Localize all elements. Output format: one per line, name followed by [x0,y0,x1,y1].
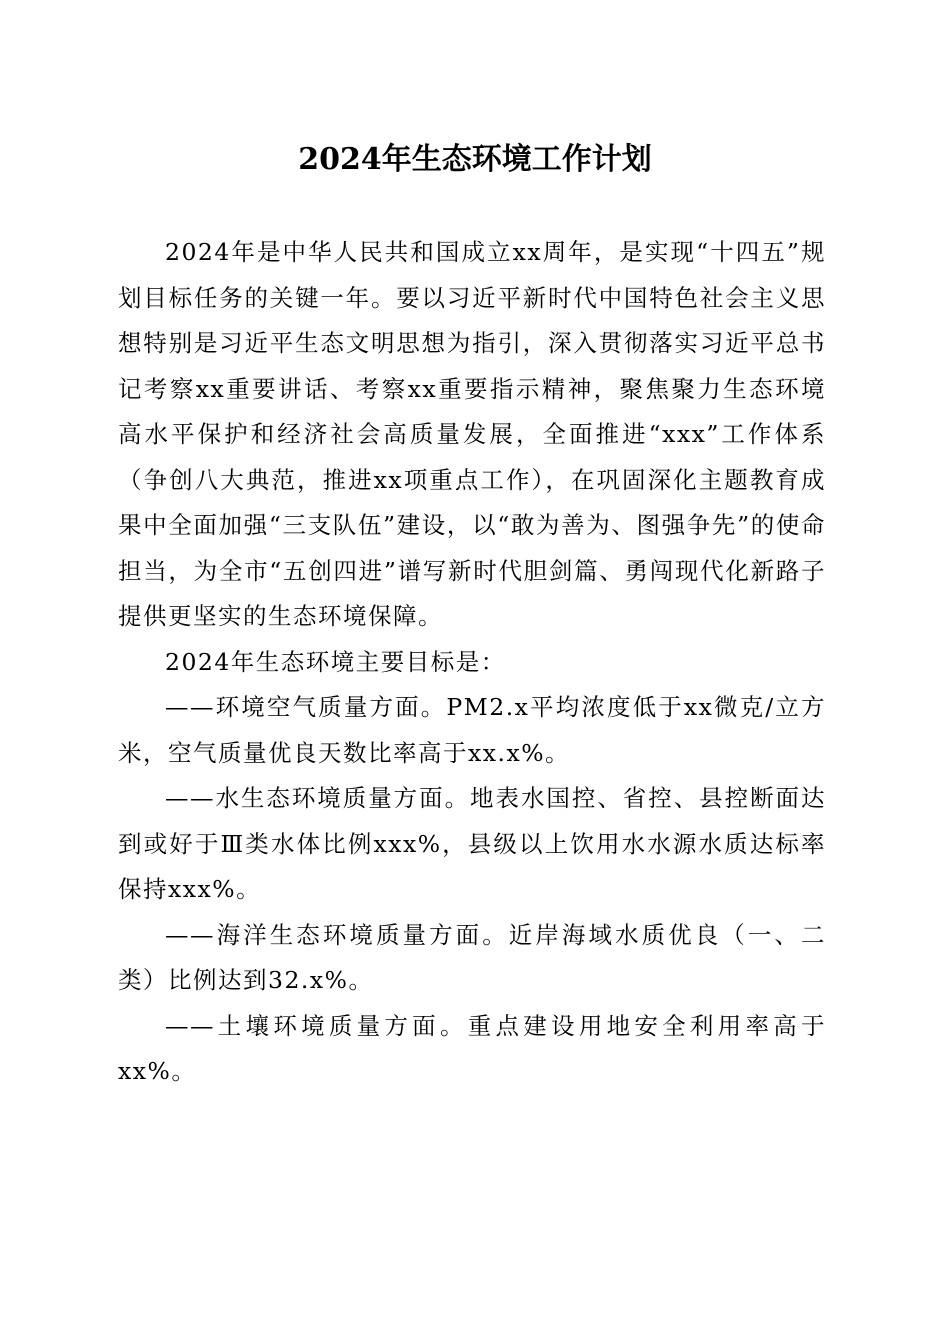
document-body [118,230,826,1095]
paragraph-water-quality: ——水生态环境质量方面。地表水国控、省控、县控断面达到或好于Ⅲ类水体比例xxx%，县级以上饮用水水源水质达标率保持xxx%。 [118,784,826,903]
document-title: 2024年生态环境工作计划 [298,142,652,177]
paragraph-intro: 2024年是中华人民共和国成立xx周年，是实现“十四五”规划目标任务的关键一年。要以习近平新时代中国特色社会主义思想特别是习近平生态文明思想为指引，深入贯彻落实习近平总书记考察xx重要讲话、考察xx重要指示精神，聚焦聚力生态环境高水平保护和经济社会高质量发展，全面推进“xxx”工作体系（争创八大典范，推进xx项重点工作），在巩固深化主题教育成果中全面加强“三支队伍”建设，以“敢为善为、图强争先”的使命担当，为全市“五创四进”谱写新时代胆剑篇、勇闯现代化新路子提供更坚实的生态环境保障。 [118,238,826,630]
paragraph-marine-quality: ——海洋生态环境质量方面。近岸海域水质优良（一、二类）比例达到32.x%。 [118,920,826,994]
paragraph-air-quality: ——环境空气质量方面。PM2.x平均浓度低于xx微克/立方米，空气质量优良天数比率高于xx.x%。 [118,693,826,767]
paragraph-goals-heading: 2024年生态环境主要目标是： [165,647,506,676]
paragraph-soil-quality: ——土壤环境质量方面。重点建设用地安全利用率高于xx%。 [118,1011,826,1085]
